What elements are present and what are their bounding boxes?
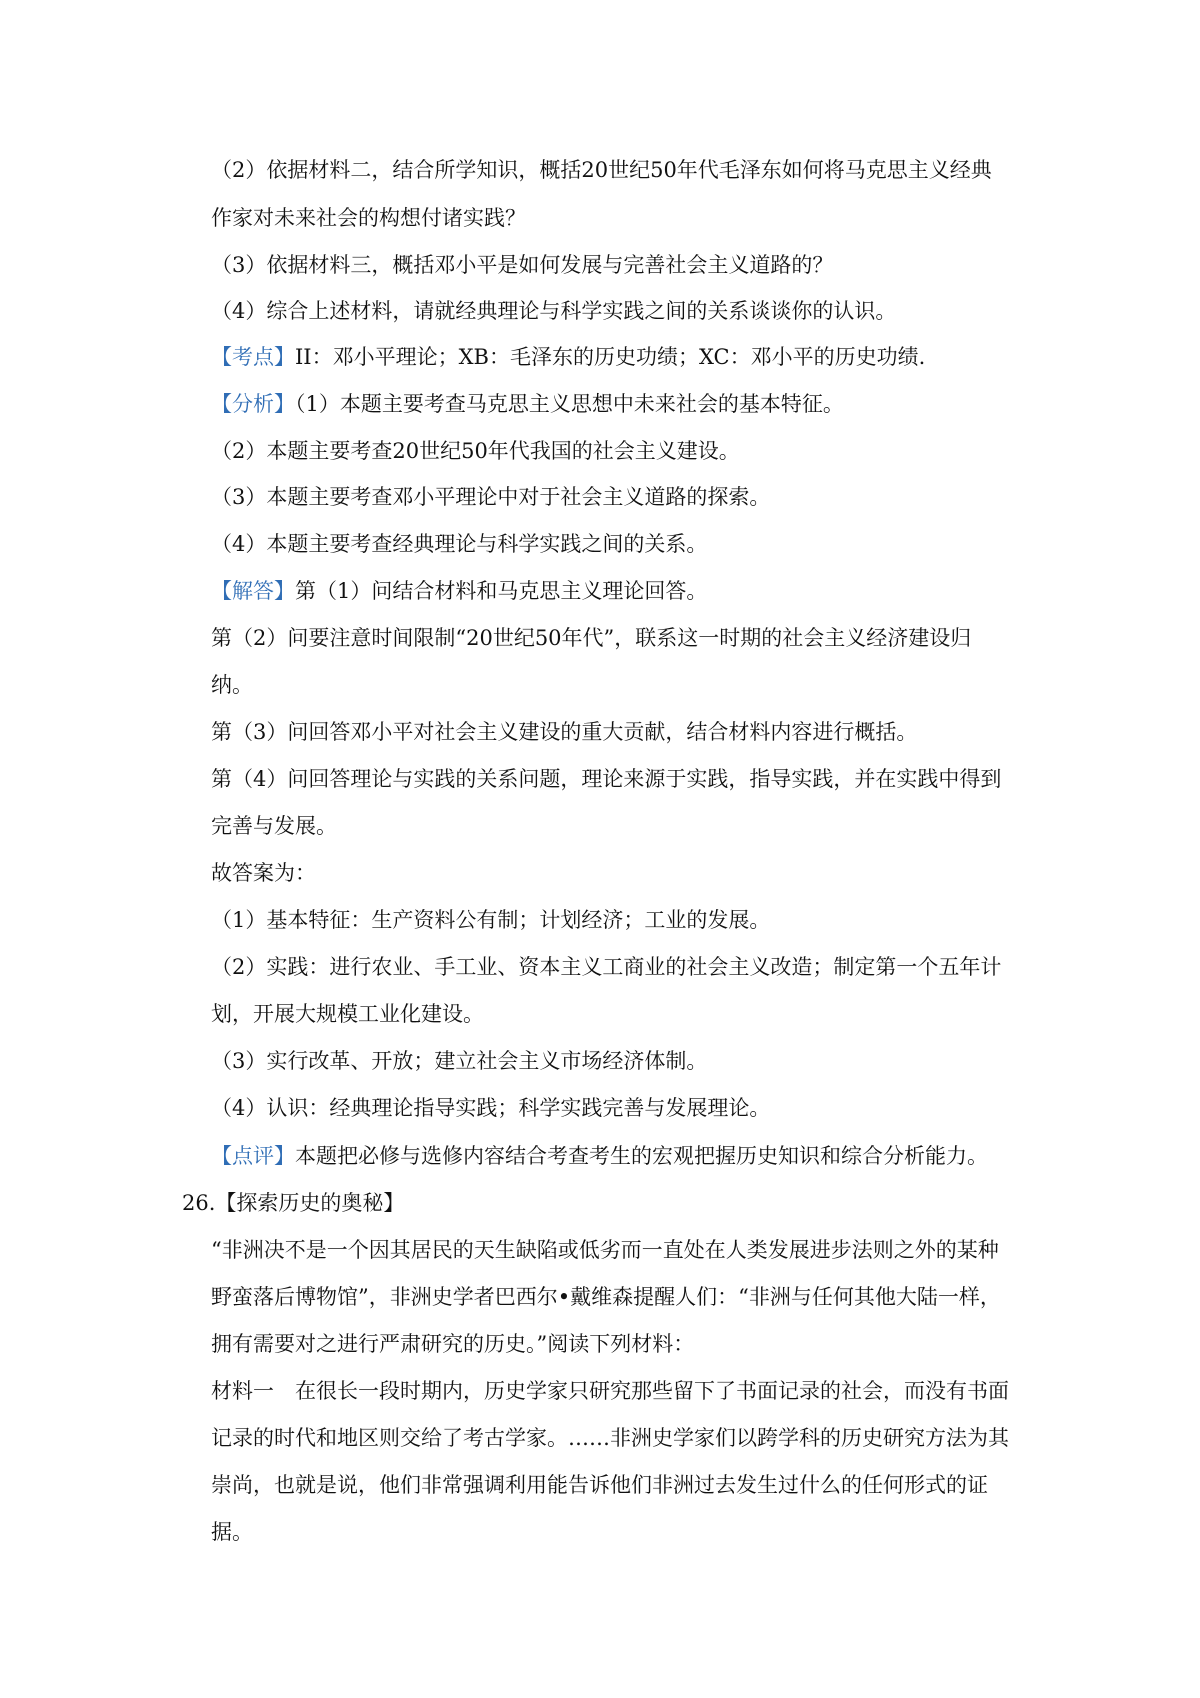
answer-2-line-1: （2）实践：进行农业、手工业、资本主义工商业的社会主义改造；制定第一个五年计 bbox=[211, 955, 1002, 979]
dianping-section bbox=[211, 1142, 988, 1170]
jieda-line-1: 第（1）问结合材料和马克思主义理论回答。 bbox=[295, 579, 708, 603]
dianping-text: 本题把必修与选修内容结合考查考生的宏观把握历史知识和综合分析能力。 bbox=[295, 1144, 988, 1168]
kaodian-section bbox=[211, 343, 925, 371]
jieda-line-2: 第（2）问要注意时间限制“20世纪50年代”，联系这一时期的社会主义经济建设归 bbox=[211, 626, 972, 650]
jieda-tag: 【解答】 bbox=[211, 579, 295, 603]
dianping-tag: 【点评】 bbox=[211, 1144, 295, 1168]
fenxi-line-4: （4）本题主要考查经典理论与科学实践之间的关系。 bbox=[211, 532, 708, 556]
jieda-line-4: 第（3）问回答邓小平对社会主义建设的重大贡献，结合材料内容进行概括。 bbox=[211, 720, 918, 744]
answer-intro: 故答案为： bbox=[211, 861, 316, 885]
question-26-title: 26.【探索历史的奥秘】 bbox=[182, 1191, 405, 1215]
q26-intro-line-3: 拥有需要对之进行严肃研究的历史。”阅读下列材料： bbox=[211, 1332, 695, 1356]
fenxi-section bbox=[211, 390, 844, 418]
fenxi-line-3: （3）本题主要考查邓小平理论中对于社会主义道路的探索。 bbox=[211, 485, 771, 509]
material-1-line-1: 材料一 在很长一段时期内，历史学家只研究那些留下了书面记录的社会，而没有书面 bbox=[211, 1379, 1009, 1403]
question-2-line-2: 作家对未来社会的构想付诸实践？ bbox=[211, 206, 526, 230]
jieda-line-6: 完善与发展。 bbox=[211, 814, 337, 838]
question-4: （4）综合上述材料，请就经典理论与科学实践之间的关系谈谈你的认识。 bbox=[211, 299, 897, 323]
fenxi-line-2: （2）本题主要考查20世纪50年代我国的社会主义建设。 bbox=[211, 439, 740, 463]
answer-1: （1）基本特征：生产资料公有制；计划经济；工业的发展。 bbox=[211, 908, 771, 932]
jieda-line-5: 第（4）问回答理论与实践的关系问题，理论来源于实践，指导实践，并在实践中得到 bbox=[211, 767, 1002, 791]
q26-intro-line-1: “非洲决不是一个因其居民的天生缺陷或低劣而一直处在人类发展进步法则之外的某种 bbox=[211, 1238, 999, 1262]
question-3: （3）依据材料三，概括邓小平是如何发展与完善社会主义道路的？ bbox=[211, 253, 834, 277]
jieda-section bbox=[211, 577, 707, 605]
q26-intro-line-2: 野蛮落后博物馆”，非洲史学者巴西尔•戴维森提醒人们：“非洲与任何其他大陆一样， bbox=[211, 1285, 1001, 1309]
jieda-line-3: 纳。 bbox=[211, 673, 253, 697]
question-2-line-1: （2）依据材料二，结合所学知识，概括20世纪50年代毛泽东如何将马克思主义经典 bbox=[211, 158, 992, 182]
material-1-line-3: 崇尚，也就是说，他们非常强调利用能告诉他们非洲过去发生过什么的任何形式的证 bbox=[211, 1473, 988, 1497]
answer-4: （4）认识：经典理论指导实践；科学实践完善与发展理论。 bbox=[211, 1096, 771, 1120]
kaodian-text: II：邓小平理论；XB：毛泽东的历史功绩；XC：邓小平的历史功绩. bbox=[295, 345, 926, 369]
material-1-line-4: 据。 bbox=[211, 1520, 253, 1544]
answer-2-line-2: 划，开展大规模工业化建设。 bbox=[211, 1002, 484, 1026]
fenxi-tag: 【分析】 bbox=[211, 392, 295, 416]
fenxi-line-1: （1）本题主要考查马克思主义思想中未来社会的基本特征。 bbox=[295, 392, 844, 416]
material-1-line-2: 记录的时代和地区则交给了考古学家。……非洲史学家们以跨学科的历史研究方法为其 bbox=[211, 1426, 1009, 1450]
answer-3: （3）实行改革、开放；建立社会主义市场经济体制。 bbox=[211, 1049, 708, 1073]
kaodian-tag: 【考点】 bbox=[211, 345, 295, 369]
